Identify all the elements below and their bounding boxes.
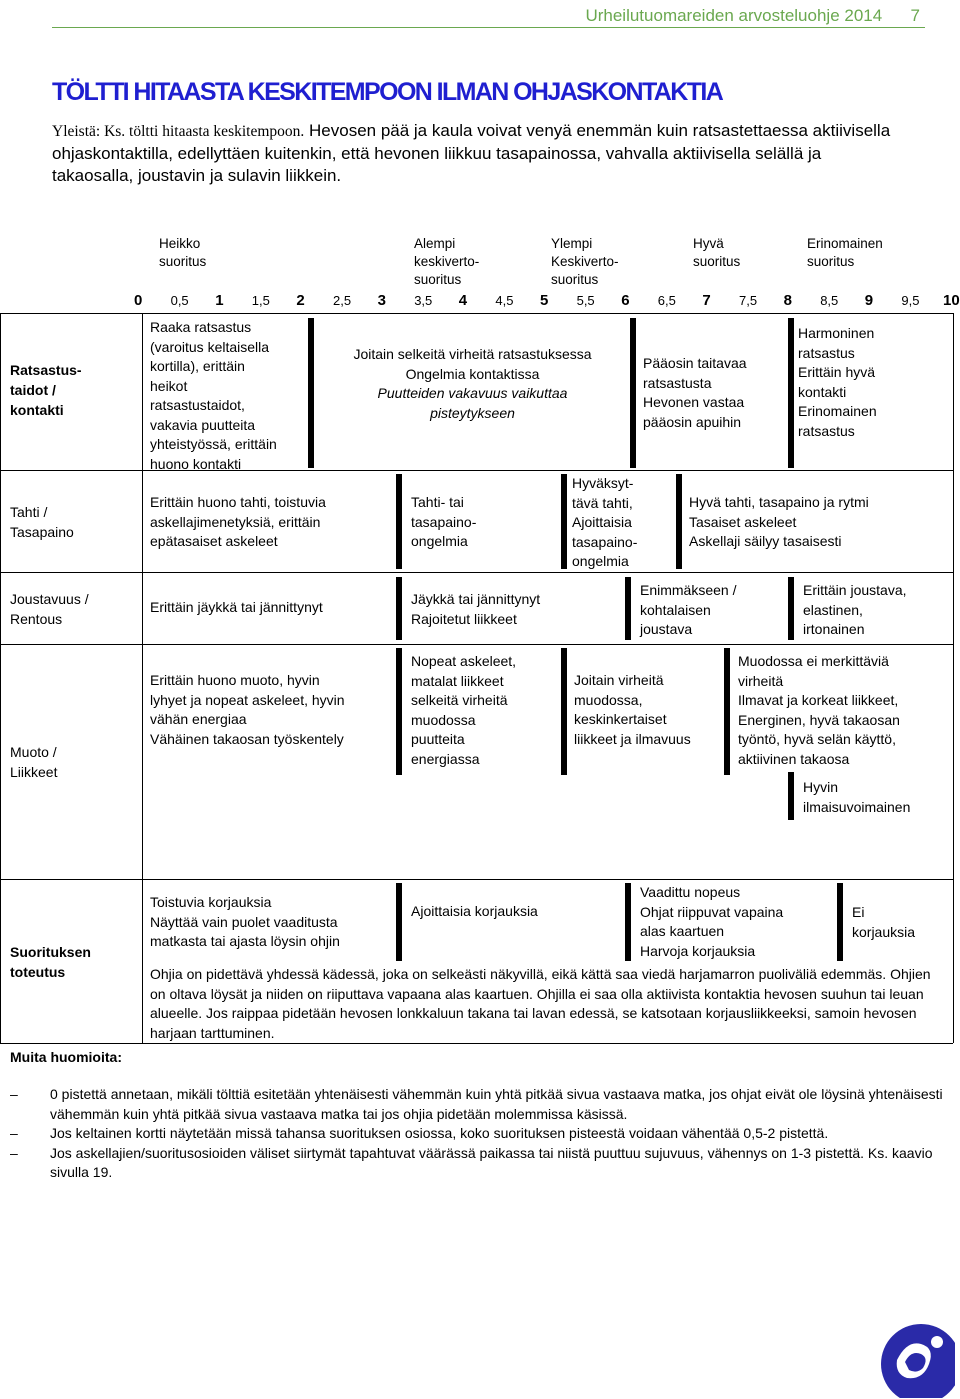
row-label-riding-skills: Ratsastus- taidot / kontakti bbox=[10, 362, 82, 418]
column-separator bbox=[396, 577, 402, 640]
column-separator bbox=[561, 648, 567, 775]
r3-excellent-cell: Erittäin joustava, elastinen, irtonainen bbox=[803, 582, 907, 637]
r4-upper-cell: Joitain virheitä muodossa, keskinkertaiset liikkeet ja ilmavuus bbox=[574, 672, 691, 747]
note-item bbox=[10, 1124, 955, 1144]
scale-tick-label: 7,5 bbox=[739, 293, 758, 308]
column-separator bbox=[625, 883, 631, 961]
row-label-rhythm: Tahti / Tasapaino bbox=[10, 504, 74, 540]
column-separator bbox=[788, 772, 794, 820]
dash-bullet: – bbox=[10, 1125, 18, 1141]
r5-excellent-cell: Ei korjauksia bbox=[852, 904, 916, 940]
level-ylempi: Ylempi Keskiverto- suoritus bbox=[551, 236, 619, 287]
column-separator bbox=[561, 474, 567, 569]
scale-tick-label: 5,5 bbox=[576, 293, 595, 308]
scale-tick-label: 9,5 bbox=[901, 293, 920, 308]
level-alempi: Alempi keskiverto- suoritus bbox=[414, 236, 480, 287]
grid-line bbox=[0, 313, 1, 1043]
r4-excellent-cell: Hyvin ilmaisuvoimainen bbox=[803, 779, 911, 815]
notes-list bbox=[10, 1085, 955, 1183]
federation-logo-icon bbox=[877, 1320, 955, 1398]
r1-average-cell: Joitain selkeitä virheitä ratsastuksessa Ongelmia kontaktissa bbox=[353, 346, 592, 382]
scale-tick-label: 0 bbox=[134, 292, 143, 309]
scale-tick-label: 6,5 bbox=[657, 293, 676, 308]
scale-tick-label: 7 bbox=[702, 292, 711, 309]
column-separator bbox=[837, 883, 843, 961]
intro-body: Hevosen pää ja kaula voivat venyä enemmän kuin ratsastettaessa aktiivisella ohjaskontaktilla, edellyttäen kuitenkin, että hevonen liikkuu tasapainossa, vahvalla aktiivisella selällä ja takaosalla, joustavin ja sulavin liikkein. bbox=[52, 121, 891, 185]
header-rule bbox=[52, 27, 925, 28]
grid-line bbox=[0, 1043, 953, 1044]
intro-lead: Yleistä: Ks. töltti hitaasta keskitempoon. bbox=[52, 123, 305, 140]
column-separator bbox=[788, 318, 794, 468]
note-item bbox=[10, 1144, 955, 1183]
scale-tick-label: 0,5 bbox=[170, 293, 189, 308]
note-text: Jos keltainen kortti näytetään missä tahansa suorituksen osiossa, koko suorituksen pisteestä voidaan vähentää 0,5-2 pistettä. bbox=[50, 1125, 829, 1141]
scale-tick-label: 1,5 bbox=[251, 293, 270, 308]
column-separator bbox=[676, 474, 682, 569]
grid-line bbox=[142, 313, 143, 1043]
r5-reins-note: Ohjia on pidettävä yhdessä kädessä, joka on selkeästi näkyvillä, eikä kättä saa viedä harjamarron puoliväliä edemmäs. Ohjien on oltava löysät ja niiden on riiputtava vapaana alas kaartuen. Ohjilla ei saa olla aktiivista kontaktia hevosen suuhun tai leuan alueelle. Jos raippaa pidetään hevosen lonkkaluun takana tai lavan edessä, se katsotaan korjausliikkeeksi, samoin hevosen harjaan tarttuminen. bbox=[150, 966, 931, 1041]
dash-bullet: – bbox=[10, 1144, 18, 1161]
scale-tick-label: 10 bbox=[943, 292, 960, 309]
r1-excellent-cell: Harmoninen ratsastus Erittäin hyvä kontakti Erinomainen ratsastus bbox=[798, 325, 877, 439]
scale-tick-label: 8 bbox=[783, 292, 792, 309]
scale-tick-label: 2 bbox=[296, 292, 305, 309]
r2-upper-cell: Hyväksyt- tävä tahti, Ajoittaisia tasapaino- ongelmia bbox=[572, 475, 638, 569]
r5-lower-cell: Ajoittaisia korjauksia bbox=[411, 903, 538, 919]
row-label-form: Muoto / Liikkeet bbox=[10, 744, 58, 780]
scale-tick-label: 2,5 bbox=[333, 293, 352, 308]
r3-lower-cell: Jäykkä tai jännittynyt Rajoitetut liikkeet bbox=[411, 591, 541, 627]
r4-lower-cell: Nopeat askeleet, matalat liikkeet selkeitä virheitä muodossa puutteita energiassa bbox=[411, 653, 517, 767]
running-header: Urheilutuomareiden arvosteluohje 2014 7 bbox=[585, 6, 920, 25]
scale-tick-label: 5 bbox=[540, 292, 549, 309]
row-label-execution: Suorituksen toteutus bbox=[10, 944, 91, 980]
r3-weak-cell: Erittäin jäykkä tai jännittynyt bbox=[150, 599, 323, 615]
scale-tick-label: 3 bbox=[377, 292, 386, 309]
r4-weak-cell: Erittäin huono muoto, hyvin lyhyet ja nopeat askeleet, hyvin vähän energiaa Vähäinen takaosan työskentely bbox=[150, 672, 345, 747]
r4-good-cell: Muodossa ei merkittäviä virheitä Ilmavat ja korkeat liikkeet, Energinen, hyvä takaosan työntö, hyvä selän käyttö, aktiivinen takaosa bbox=[738, 653, 900, 767]
r1-weak-cell: Raaka ratsastus (varoitus keltaisella kortilla), erittäin heikot ratsastustaidot, vakavia puutteita yhteistyössä, erittäin huono kontakti bbox=[150, 319, 277, 472]
page-title: TÖLTTI HITAASTA KESKITEMPOON ILMAN OHJASKONTAKTIA bbox=[52, 78, 723, 106]
scale-tick-label: 8,5 bbox=[820, 293, 839, 308]
scale-tick-label: 3,5 bbox=[414, 293, 433, 308]
column-separator bbox=[625, 577, 631, 640]
column-separator bbox=[308, 318, 314, 468]
r2-good-cell: Hyvä tahti, tasapaino ja rytmi Tasaiset askeleet Askellaji säilyy tasaisesti bbox=[689, 494, 869, 549]
scale-tick-label: 4 bbox=[458, 292, 468, 309]
level-erinomainen: Erinomainen suoritus bbox=[807, 236, 883, 269]
intro-paragraph bbox=[52, 120, 892, 187]
grid-line bbox=[953, 313, 954, 1043]
scale-tick-label: 6 bbox=[621, 292, 630, 309]
level-heikko: Heikko suoritus bbox=[159, 236, 207, 269]
r1-good-cell: Pääosin taitavaa ratsastusta Hevonen vastaa pääosin apuihin bbox=[643, 355, 747, 430]
scale-tick-label: 9 bbox=[864, 292, 874, 309]
note-item bbox=[10, 1085, 955, 1124]
note-text: 0 pistettä annetaan, mikäli tölttiä esitetään yhtenäisesti vähemmän kuin yhtä pitkää sivua vastaava matka, jos ohjat eivät ole löysinä yhtenäisesti vähemmän kuin yhtä pitkää sivua vastaava matka tai jos ohjia pidetään molemmissa käsissä. bbox=[50, 1086, 943, 1122]
note-text: Jos askellajien/suoritusosioiden väliset siirtymät tapahtuvat väärässä paikassa tai niistä puuttuu sujuvuus, vähennys on 1-3 pistettä. Ks. kaavio sivulla 19. bbox=[50, 1144, 933, 1180]
column-separator bbox=[396, 648, 402, 775]
r2-lower-cell: Tahti- tai tasapaino- ongelmia bbox=[411, 494, 477, 549]
r2-weak-cell: Erittäin huono tahti, toistuvia askellajimenetyksiä, erittäin epätasaiset askeleet bbox=[150, 494, 326, 549]
column-separator bbox=[396, 883, 402, 961]
r3-good-cell: Enimmäkseen / kohtalaisen joustava bbox=[640, 582, 737, 637]
column-separator bbox=[724, 648, 730, 775]
r5-weak-cell: Toistuvia korjauksia Näyttää vain puolet vaaditusta matkasta tai ajasta löysin ohjin bbox=[150, 894, 340, 949]
r5-good-cell: Vaadittu nopeus Ohjat riippuvat vapaina alas kaartuen Harvoja korjauksia bbox=[640, 884, 784, 959]
scale-tick-label: 4,5 bbox=[495, 293, 514, 308]
r1-average-note: Puutteiden vakavuus vaikuttaa pisteytykseen bbox=[377, 385, 568, 421]
scale-tick-label: 1 bbox=[215, 292, 224, 309]
dash-bullet: – bbox=[10, 1086, 18, 1102]
column-separator bbox=[788, 577, 794, 640]
level-hyva: Hyvä suoritus bbox=[693, 236, 741, 269]
row-label-suppleness: Joustavuus / Rentous bbox=[10, 591, 89, 627]
other-notes-label: Muita huomioita: bbox=[10, 1049, 122, 1065]
column-separator bbox=[396, 474, 402, 569]
column-separator bbox=[630, 318, 636, 468]
